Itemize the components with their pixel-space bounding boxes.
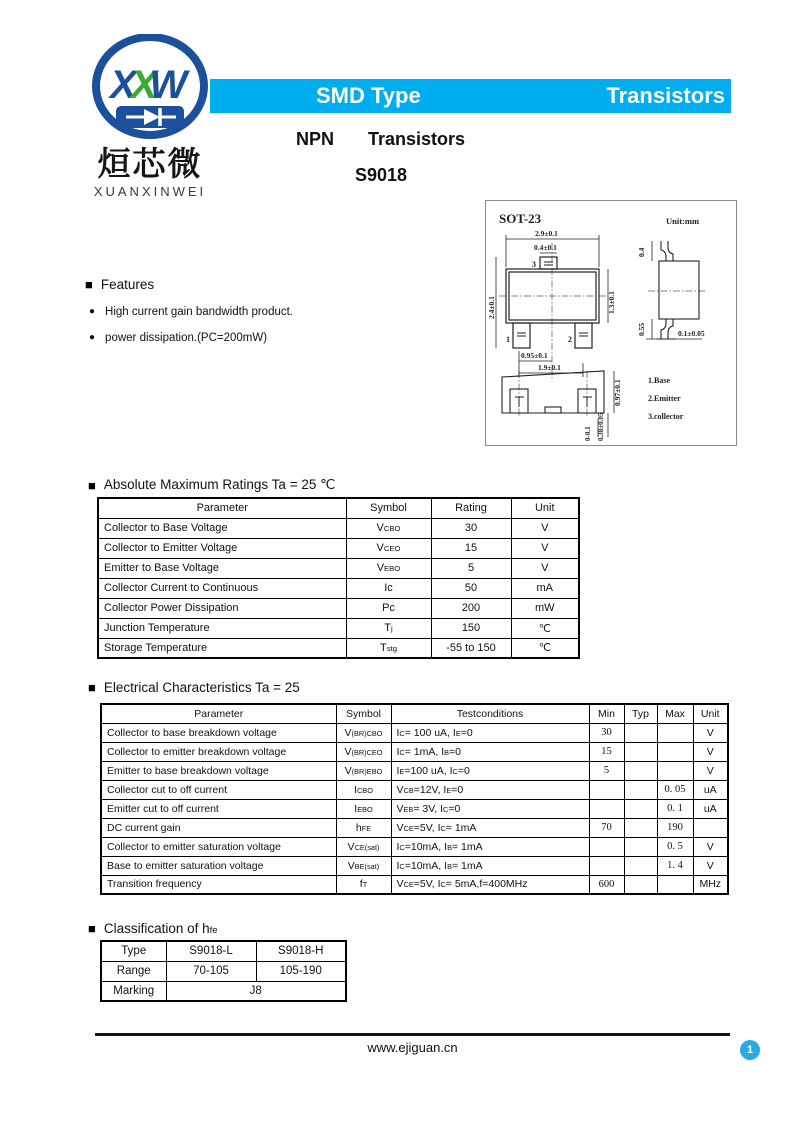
min-cell [589, 856, 624, 875]
table-row [101, 742, 728, 761]
table-row [98, 618, 579, 638]
banner-transistors: Transistors [606, 83, 725, 108]
cond-cell: IC=10mA, IB= 1mA [391, 856, 589, 875]
param-cell: Emitter to base breakdown voltage [101, 761, 336, 780]
unit-label: Unit:mm [666, 216, 700, 226]
elec-char-heading [88, 680, 300, 695]
dim-lead-top: 0.4 [637, 247, 646, 257]
rating-cell: 15 [431, 538, 511, 558]
range-l-cell: 70-105 [166, 961, 256, 981]
cond-cell: VCB=12V, IE=0 [391, 780, 589, 799]
square-bullet-icon: ■ [88, 921, 96, 936]
param-cell: Transition frequency [101, 875, 336, 894]
abs-max-table [97, 497, 580, 659]
max-cell [657, 875, 693, 894]
param-cell: Storage Temperature [98, 638, 346, 658]
table-row [101, 981, 346, 1001]
bottom-view [502, 371, 604, 413]
unit-cell: mW [511, 598, 579, 618]
max-cell [657, 723, 693, 742]
typ-cell [624, 761, 657, 780]
table-row [101, 723, 728, 742]
unit-cell: V [693, 742, 728, 761]
dim-lead-thickness: 0.1±0.05 [678, 329, 705, 338]
symbol-cell: Tj [346, 618, 431, 638]
feature-item [85, 332, 445, 344]
classification-heading [88, 921, 218, 936]
rating-cell: 5 [431, 558, 511, 578]
package-outline-box [485, 200, 737, 446]
param-cell: Collector to base breakdown voltage [101, 723, 336, 742]
unit-cell [693, 818, 728, 837]
logo-letter-x2: X [130, 63, 158, 107]
symbol-cell: V(BR)CBO [336, 723, 391, 742]
row-label-cell: Range [101, 961, 166, 981]
table-row [101, 856, 728, 875]
dim-pin-pitch: 0.95±0.1 [521, 351, 548, 360]
square-bullet-icon: ■ [88, 477, 96, 493]
param-cell: Collector to Base Voltage [98, 518, 346, 538]
symbol-cell: IEBO [336, 799, 391, 818]
col-header-max: Max [657, 704, 693, 723]
col-header-unit: Unit [693, 704, 728, 723]
param-cell: Base to emitter saturation voltage [101, 856, 336, 875]
param-cell: Collector cut to off current [101, 780, 336, 799]
symbol-cell: VEBO [346, 558, 431, 578]
logo-letter-w: W [149, 63, 188, 107]
rating-cell: 150 [431, 618, 511, 638]
features-section [85, 277, 445, 344]
dim-bottom-height: 0.97±0.1 [613, 379, 622, 406]
table-row [98, 558, 579, 578]
typ-cell [624, 723, 657, 742]
table-row [98, 638, 579, 658]
dim-lead-bottom: 0.55 [637, 322, 646, 336]
typ-cell [624, 799, 657, 818]
elec-char-title: Electrical Characteristics Ta = 25 [103, 680, 300, 695]
table-row [101, 941, 346, 961]
rating-cell: 30 [431, 518, 511, 538]
abs-max-title: Absolute Maximum Ratings Ta = 25 ℃ [103, 477, 336, 492]
col-header-parameter: Parameter [98, 498, 346, 518]
range-h-cell: 105-190 [256, 961, 346, 981]
website-url: www.ejiguan.cn [367, 1040, 458, 1055]
svg-text:XXW [108, 63, 190, 107]
row-label-cell: Marking [101, 981, 166, 1001]
col-header-rating: Rating [431, 498, 511, 518]
unit-cell: V [511, 518, 579, 538]
features-heading [85, 277, 445, 292]
symbol-cell: VBE(sat) [336, 856, 391, 875]
pin3-number: 3 [532, 260, 536, 269]
table-row [101, 799, 728, 818]
table-row [101, 761, 728, 780]
table-row [101, 961, 346, 981]
max-cell: 190 [657, 818, 693, 837]
symbol-cell: VCEO [346, 538, 431, 558]
pin1-number: 1 [506, 335, 510, 344]
param-cell: Collector to emitter breakdown voltage [101, 742, 336, 761]
family-label: Transistors [368, 129, 466, 149]
symbol-cell: V(BR)EBO [336, 761, 391, 780]
col-header-parameter: Parameter [101, 704, 336, 723]
param-cell: Collector to emitter saturation voltage [101, 837, 336, 856]
unit-cell: V [693, 761, 728, 780]
param-cell: Collector Current to Continuous [98, 578, 346, 598]
typ-cell [624, 818, 657, 837]
max-cell: 0. 05 [657, 780, 693, 799]
header-banner [210, 79, 731, 113]
table-row [98, 578, 579, 598]
rating-cell: 50 [431, 578, 511, 598]
rating-cell: -55 to 150 [431, 638, 511, 658]
dim-standoff: 0-0.1 [584, 426, 592, 441]
abs-max-heading [88, 477, 335, 493]
dot-bullet-icon: ● [89, 332, 96, 343]
unit-cell: ℃ [511, 638, 579, 658]
logo-mark-icon [86, 34, 214, 142]
min-cell [589, 799, 624, 818]
package-name: SOT-23 [499, 211, 542, 226]
symbol-cell: V(BR)CEO [336, 742, 391, 761]
logo-english-name: XUANXINWEI [93, 183, 207, 199]
symbol-cell: Pc [346, 598, 431, 618]
front-view [506, 257, 599, 348]
unit-cell: V [693, 723, 728, 742]
pin3-function-label: 3.collector [648, 412, 684, 421]
part-number-title: S9018 [355, 165, 408, 185]
table-row [101, 875, 728, 894]
pin2-function-label: 2.Emitter [648, 394, 681, 403]
unit-cell: MHz [693, 875, 728, 894]
min-cell [589, 837, 624, 856]
cond-cell: VEB= 3V, IC=0 [391, 799, 589, 818]
dim-pin-width: 0.4±0.1 [534, 243, 557, 252]
col-header-testconditions: Testconditions [391, 704, 589, 723]
cond-cell: IE=100 uA, IC=0 [391, 761, 589, 780]
unit-cell: V [693, 837, 728, 856]
pin2-number: 2 [568, 335, 572, 344]
param-cell: Collector to Emitter Voltage [98, 538, 346, 558]
max-cell [657, 742, 693, 761]
dim-pin-span: 1.9±0.1 [538, 363, 561, 372]
table-row [98, 538, 579, 558]
cond-cell: IC= 1mA, IB=0 [391, 742, 589, 761]
symbol-cell: hFE [336, 818, 391, 837]
dot-bullet-icon: ● [89, 306, 96, 317]
page-number-badge: 1 [740, 1040, 760, 1060]
max-cell: 0. 5 [657, 837, 693, 856]
device-type-title [296, 129, 465, 150]
rating-cell: 200 [431, 598, 511, 618]
max-cell: 1. 4 [657, 856, 693, 875]
max-cell: 0. 1 [657, 799, 693, 818]
symbol-cell: Ic [346, 578, 431, 598]
feature-text: High current gain bandwidth product. [105, 306, 293, 318]
typ-cell [624, 875, 657, 894]
cond-cell: VCE=5V, IC= 1mA [391, 818, 589, 837]
typ-cell [624, 856, 657, 875]
min-cell: 70 [589, 818, 624, 837]
logo-chinese-name: 烜芯微 [97, 145, 203, 182]
min-cell: 5 [589, 761, 624, 780]
param-cell: Emitter to Base Voltage [98, 558, 346, 578]
table-row [101, 780, 728, 799]
typ-cell [624, 837, 657, 856]
elec-char-table [100, 703, 729, 895]
type-l-cell: S9018-L [166, 941, 256, 961]
dim-pad: 0.38±0.05 [597, 412, 605, 441]
param-cell: Collector Power Dissipation [98, 598, 346, 618]
cond-cell: IC= 100 uA, IE=0 [391, 723, 589, 742]
table-row [98, 518, 579, 538]
col-header-unit: Unit [511, 498, 579, 518]
unit-cell: uA [693, 799, 728, 818]
col-header-symbol: Symbol [346, 498, 431, 518]
table-row [101, 818, 728, 837]
company-logo [80, 34, 220, 199]
unit-cell: uA [693, 780, 728, 799]
square-bullet-icon: ■ [88, 680, 96, 695]
typ-cell [624, 780, 657, 799]
square-bullet-icon: ■ [85, 277, 93, 292]
symbol-cell: Tstg [346, 638, 431, 658]
symbol-cell: fT [336, 875, 391, 894]
polarity-label: NPN [296, 129, 335, 149]
unit-cell: V [693, 856, 728, 875]
unit-cell: mA [511, 578, 579, 598]
min-cell: 30 [589, 723, 624, 742]
unit-cell: V [511, 538, 579, 558]
unit-cell: ℃ [511, 618, 579, 638]
max-cell [657, 761, 693, 780]
table-row [98, 598, 579, 618]
unit-cell: V [511, 558, 579, 578]
param-cell: Junction Temperature [98, 618, 346, 638]
param-cell: DC current gain [101, 818, 336, 837]
dim-body-height: 1.3±0.1 [607, 291, 616, 314]
logo-letter-x1: X [110, 63, 137, 107]
table-header-row [98, 498, 579, 518]
side-view [656, 241, 699, 339]
table-header-row [101, 704, 728, 723]
classification-title: Classification of hfe [103, 921, 218, 936]
cond-cell: VCE=5V, IC= 5mA,f=400MHz [391, 875, 589, 894]
banner-smd-type: SMD Type [316, 83, 421, 108]
col-header-min: Min [589, 704, 624, 723]
col-header-symbol: Symbol [336, 704, 391, 723]
feature-item [85, 306, 445, 318]
min-cell [589, 780, 624, 799]
param-cell: Emitter cut to off current [101, 799, 336, 818]
row-label-cell: Type [101, 941, 166, 961]
type-h-cell: S9018-H [256, 941, 346, 961]
package-drawing [486, 201, 736, 445]
dim-total-height: 2.4±0.1 [487, 296, 496, 319]
table-row [101, 837, 728, 856]
features-title: Features [100, 277, 155, 292]
symbol-cell: VCE(sat) [336, 837, 391, 856]
typ-cell [624, 742, 657, 761]
min-cell: 600 [589, 875, 624, 894]
dim-top-width: 2.9±0.1 [535, 229, 558, 238]
min-cell: 15 [589, 742, 624, 761]
feature-text: power dissipation.(PC=200mW) [105, 332, 268, 344]
pin1-function-label: 1.Base [648, 376, 670, 385]
symbol-cell: VCBO [346, 518, 431, 538]
symbol-cell: ICBO [336, 780, 391, 799]
marking-cell: J8 [166, 981, 346, 1001]
col-header-typ: Typ [624, 704, 657, 723]
cond-cell: IC=10mA, IB= 1mA [391, 837, 589, 856]
footer-divider [95, 1033, 730, 1036]
classification-table [100, 940, 347, 1002]
